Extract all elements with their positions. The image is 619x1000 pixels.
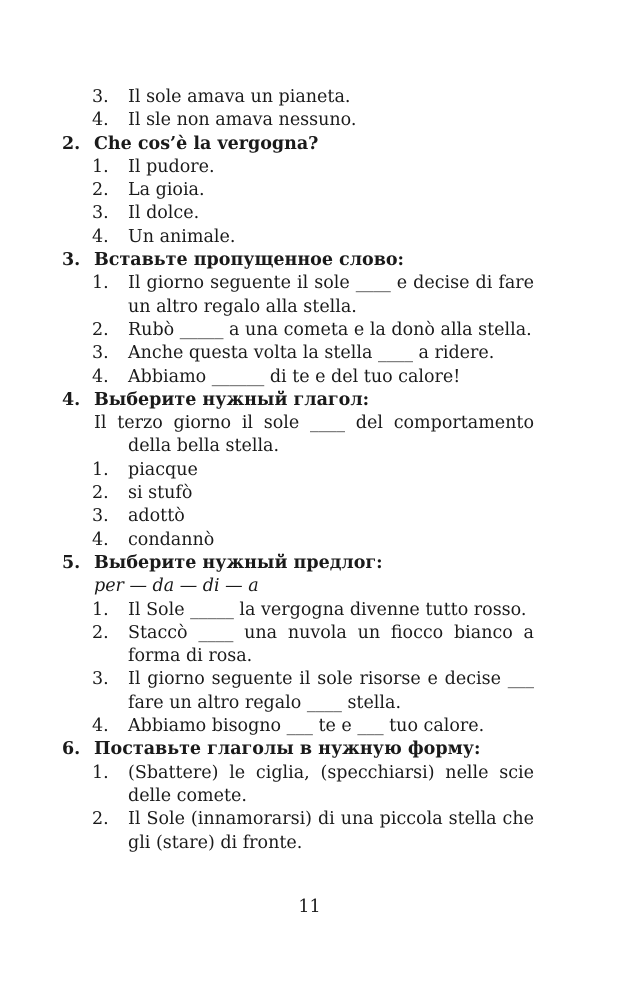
item-text: Anche questa volta la stella ____ a ridere. bbox=[128, 343, 495, 364]
item-number: 3. bbox=[92, 343, 109, 364]
item-text: Il dolce. bbox=[128, 203, 200, 224]
item-text: Il sole amava un pianeta. bbox=[128, 87, 351, 107]
question-heading bbox=[62, 738, 534, 761]
item-text: Il giorno seguente il sole risorse e decise ___ bbox=[128, 669, 534, 690]
item-number: 2. bbox=[92, 319, 109, 340]
item-text: Abbiamo ______ di te e del tuo calore! bbox=[128, 366, 461, 387]
question-text: Che cos’è la vergogna? bbox=[94, 133, 319, 154]
item-number: 3. bbox=[92, 506, 109, 527]
item-text: Il giorno seguente il sole ____ e decise di fare bbox=[128, 273, 534, 294]
item-number: 4. bbox=[92, 529, 109, 550]
item-text: Il Sole _____ la vergogna divenne tutto rosso. bbox=[128, 599, 527, 620]
list-item bbox=[62, 459, 534, 482]
list-item bbox=[62, 226, 534, 249]
list-item bbox=[62, 86, 534, 109]
item-number: 2. bbox=[92, 180, 109, 201]
continuation-line: gli (stare) di fronte. bbox=[128, 832, 303, 853]
question-number: 6. bbox=[62, 739, 81, 760]
continuation-line: della bella stella. bbox=[128, 436, 280, 457]
list-item bbox=[62, 366, 534, 389]
continuation-line: delle comete. bbox=[128, 785, 247, 806]
question-heading bbox=[62, 389, 534, 412]
item-number: 3. bbox=[92, 669, 109, 690]
item-number: 2. bbox=[92, 483, 109, 504]
item-number: 4. bbox=[92, 716, 109, 737]
list-item bbox=[62, 342, 534, 365]
list-item bbox=[62, 622, 534, 645]
list-item bbox=[62, 156, 534, 179]
item-text: Il Sole (innamorarsi) di una piccola stella che bbox=[128, 809, 534, 830]
page-number: 11 bbox=[298, 897, 321, 917]
question-text: Вставьте пропущенное слово: bbox=[94, 250, 405, 271]
list-item bbox=[62, 529, 534, 552]
page-content bbox=[62, 86, 534, 855]
list-item bbox=[62, 668, 534, 691]
list-item bbox=[62, 715, 534, 738]
item-text: Il sle non amava nessuno. bbox=[128, 110, 357, 131]
continuation-line: fare un altro regalo ____ stella. bbox=[128, 692, 402, 713]
question-number: 2. bbox=[62, 133, 81, 154]
item-number: 1. bbox=[92, 762, 109, 783]
list-item bbox=[62, 179, 534, 202]
item-text: si stufò bbox=[128, 483, 193, 504]
list-item bbox=[62, 272, 534, 295]
item-text: Il pudore. bbox=[128, 156, 215, 177]
item-text: adottò bbox=[128, 506, 185, 527]
item-text: Abbiamo bisogno ___ te e ___ tuo calore. bbox=[128, 716, 485, 737]
question-number: 4. bbox=[62, 389, 81, 410]
item-number: 4. bbox=[92, 226, 109, 247]
question-number: 3. bbox=[62, 250, 81, 271]
list-item bbox=[62, 319, 534, 342]
list-item bbox=[62, 109, 534, 132]
item-text: La gioia. bbox=[128, 180, 205, 201]
list-item bbox=[62, 599, 534, 622]
list-item bbox=[62, 762, 534, 785]
list-item bbox=[62, 202, 534, 225]
item-number: 1. bbox=[92, 599, 109, 620]
options-line: per — da — di — a bbox=[94, 576, 259, 597]
task-sentence: Il terzo giorno il sole ____ del comportamento bbox=[94, 413, 534, 434]
item-number: 3. bbox=[92, 203, 109, 224]
item-text: Rubò _____ a una cometa e la donò alla stella. bbox=[128, 319, 532, 340]
item-text: condannò bbox=[128, 529, 215, 550]
item-number: 2. bbox=[92, 622, 109, 643]
list-item bbox=[62, 808, 534, 831]
question-text: Выберите нужный глагол: bbox=[94, 389, 370, 410]
list-item bbox=[62, 482, 534, 505]
item-text: piacque bbox=[128, 459, 198, 480]
item-text: Staccò ____ una nuvola un fiocco bianco a bbox=[128, 622, 534, 643]
list-item bbox=[62, 505, 534, 528]
question-text: Поставьте глаголы в нужную форму: bbox=[94, 739, 481, 760]
item-text: (Sbattere) le ciglia, (specchiarsi) nelle scie bbox=[128, 762, 534, 783]
item-number: 1. bbox=[92, 273, 109, 294]
question-heading bbox=[62, 249, 534, 272]
item-text: Un animale. bbox=[128, 226, 236, 247]
question-text: Выберите нужный предлог: bbox=[94, 552, 383, 573]
item-number: 4. bbox=[92, 366, 109, 387]
item-number: 1. bbox=[92, 156, 109, 177]
item-number: 1. bbox=[92, 459, 109, 480]
continuation-line: forma di rosa. bbox=[128, 646, 253, 667]
question-heading bbox=[62, 552, 534, 575]
item-number: 3. bbox=[92, 87, 109, 107]
item-number: 4. bbox=[92, 110, 109, 131]
continuation-line: un altro regalo alla stella. bbox=[128, 296, 357, 317]
question-number: 5. bbox=[62, 552, 81, 573]
question-heading bbox=[62, 133, 534, 156]
item-number: 2. bbox=[92, 809, 109, 830]
